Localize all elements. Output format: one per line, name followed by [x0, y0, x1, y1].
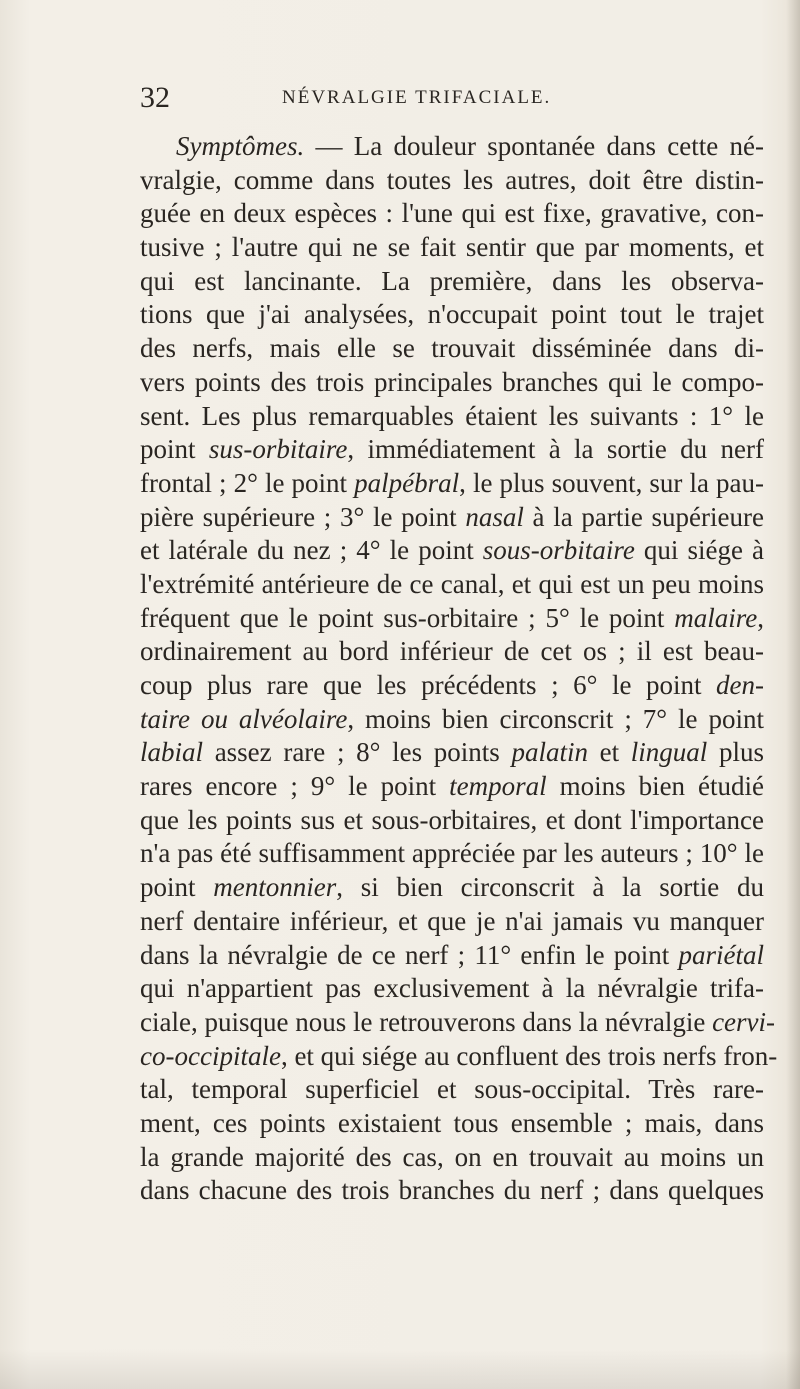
- text-line: [140, 871, 764, 905]
- italic-term: sous-orbitaire: [482, 535, 635, 566]
- text-line: [140, 433, 764, 467]
- text-line: [140, 1040, 778, 1074]
- text-segment: tusive ; l'autre qui ne se fait sentir que par moments, et: [140, 232, 764, 263]
- text-line: [140, 332, 764, 366]
- text-segment: point: [140, 434, 209, 465]
- text-segment: coup plus rare que les précédents ; 6° le point: [140, 670, 717, 700]
- italic-term: palpébral: [354, 467, 460, 498]
- text-line: [140, 837, 764, 871]
- text-segment: tal, temporal superficiel et sous-occipital. Très rare-: [140, 1074, 764, 1105]
- text-line: [140, 197, 764, 231]
- text-segment: que les points sus et sous-orbitaires, et dont l'importance: [140, 804, 764, 835]
- italic-term: lingual: [630, 737, 708, 768]
- page-bottom-shadow: [0, 1349, 800, 1389]
- text-segment: point: [140, 872, 214, 903]
- text-segment: dans la névralgie de ce nerf ; 11° enfin le point: [140, 939, 679, 970]
- text-line: [140, 1006, 776, 1040]
- text-segment: , le plus souvent, sur la pau-: [459, 467, 764, 498]
- text-segment: plus: [707, 737, 764, 768]
- text-segment: ciale, puisque nous le retrouverons dans la névralgie: [140, 1006, 713, 1037]
- text-line: [140, 568, 764, 602]
- italic-term: nasal: [465, 501, 524, 532]
- text-line: [140, 669, 764, 703]
- text-segment: vralgie, comme dans toutes les autres, doit être distin-: [140, 164, 764, 195]
- text-line: [140, 501, 764, 535]
- page-edge-shadow: [786, 0, 800, 1389]
- text-segment: tions que j'ai analysées, n'occupait point tout le trajet: [140, 299, 764, 330]
- text-segment: , si bien circonscrit à la sortie du: [336, 872, 764, 903]
- text-segment: , et qui siége au confluent des trois nerfs fron-: [280, 1040, 778, 1071]
- text-segment: dans chacune des trois branches du nerf ; dans quelques: [140, 1175, 764, 1206]
- italic-term: sus-orbitaire: [208, 434, 348, 465]
- italic-term: mentonnier: [213, 872, 337, 903]
- text-segment: rares encore ; 9° le point: [140, 771, 450, 802]
- text-segment: ordinairement au bord inférieur de cet os ; il est beau-: [140, 636, 764, 667]
- text-segment: vers points des trois principales branches qui le compo-: [140, 366, 764, 397]
- running-header: [140, 78, 780, 118]
- text-segment: frontal ; 2° le point: [140, 467, 355, 498]
- italic-term: malaire: [674, 602, 758, 633]
- italic-term: Symptômes.: [176, 131, 305, 161]
- text-line: [140, 804, 764, 838]
- body-text: [140, 130, 778, 1208]
- text-segment: moins bien étudié: [546, 771, 765, 802]
- italic-term: pariétal: [678, 939, 764, 970]
- text-line: [140, 635, 764, 669]
- text-segment: n'a pas été suffisamment appréciée par les auteurs ; 10° le: [140, 838, 764, 869]
- text-line: [140, 400, 764, 434]
- text-line: [140, 1174, 764, 1208]
- page-number: 32: [140, 81, 170, 114]
- text-line: [140, 1073, 764, 1107]
- text-segment: guée en deux espèces : l'une qui est fixe, gravative, con-: [140, 198, 764, 229]
- text-line: [140, 972, 764, 1006]
- text-segment: fréquent que le point sus-orbitaire ; 5° le point: [140, 602, 675, 633]
- text-line: [140, 770, 764, 804]
- text-line: [140, 130, 764, 164]
- italic-term: palatin: [511, 737, 588, 768]
- text-segment: — La douleur spontanée dans cette né-: [304, 131, 764, 161]
- text-line: [140, 298, 764, 332]
- text-line: [140, 905, 764, 939]
- italic-term: den-: [716, 670, 764, 700]
- text-segment: ment, ces points existaient tous ensemble ; mais, dans: [140, 1107, 764, 1138]
- italic-term: cervi-: [712, 1006, 776, 1037]
- text-line: [140, 265, 764, 299]
- text-line: [140, 1141, 764, 1175]
- text-line: [140, 703, 764, 737]
- italic-term: taire ou alvéolaire: [140, 703, 348, 734]
- text-segment: , moins bien circonscrit ; 7° le point: [347, 703, 764, 734]
- text-segment: des nerfs, mais elle se trouvait disséminée dans di-: [140, 333, 764, 364]
- text-segment: à la partie supérieure: [523, 501, 764, 532]
- text-line: [140, 366, 764, 400]
- text-segment: qui est lancinante. La première, dans les observa-: [140, 265, 764, 296]
- text-segment: et: [587, 737, 631, 768]
- text-segment: ,: [757, 602, 764, 633]
- text-segment: et latérale du nez ; 4° le point: [140, 535, 483, 566]
- text-segment: , immédiatement à la sortie du nerf: [347, 434, 764, 465]
- text-segment: sent. Les plus remarquables étaient les suivants : 1° le: [140, 400, 764, 431]
- text-line: [140, 939, 764, 973]
- text-segment: l'extrémité antérieure de ce canal, et qui est un peu moins: [140, 568, 764, 599]
- text-line: [140, 231, 764, 265]
- italic-term: temporal: [449, 771, 547, 802]
- text-line: [140, 164, 764, 198]
- text-segment: nerf dentaire inférieur, et que je n'ai jamais vu manquer: [140, 905, 764, 936]
- text-segment: la grande majorité des cas, on en trouvait au moins un: [140, 1141, 764, 1172]
- running-title: NÉVRALGIE TRIFACIALE.: [282, 87, 552, 108]
- text-line: [140, 602, 764, 636]
- text-line: [140, 534, 764, 568]
- text-line: [140, 1107, 764, 1141]
- italic-term: co-occipitale: [140, 1040, 281, 1071]
- text-line: [140, 736, 764, 770]
- text-line: [140, 467, 764, 501]
- text-segment: qui siége à: [634, 535, 765, 566]
- text-segment: assez rare ; 8° les points: [203, 737, 512, 768]
- text-segment: pière supérieure ; 3° le point: [140, 501, 466, 532]
- italic-term: labial: [140, 737, 204, 768]
- text-segment: qui n'appartient pas exclusivement à la névralgie trifa-: [140, 973, 764, 1004]
